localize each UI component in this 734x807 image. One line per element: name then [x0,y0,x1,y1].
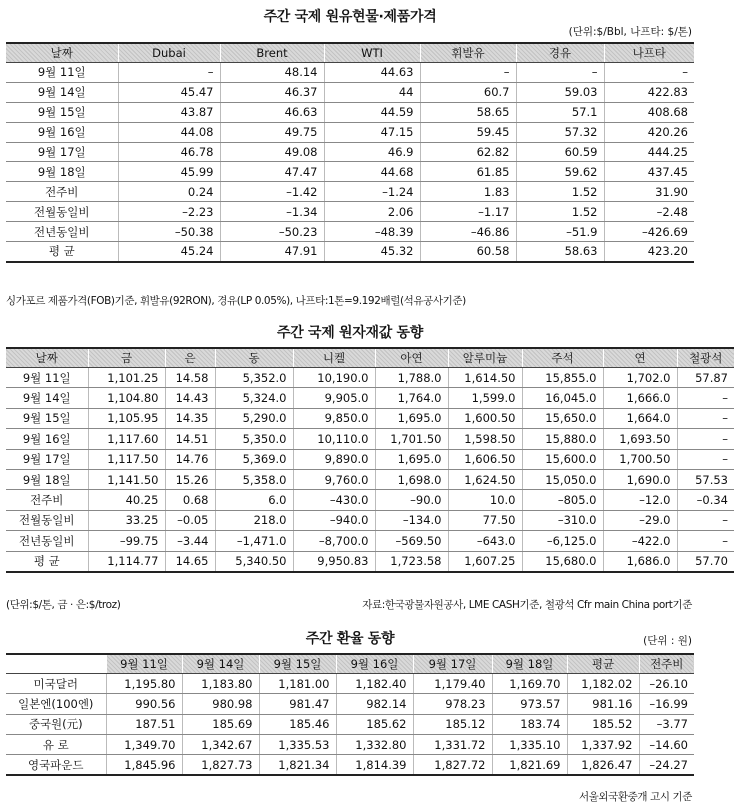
table-cell: 6.0 [215,490,293,510]
commodity-header-cell: 동 [215,348,293,368]
table-cell: 46.37 [220,82,324,102]
table-cell: –643.0 [448,531,522,551]
table-cell: –2.48 [604,202,694,222]
row-label: 유 로 [6,734,106,754]
table-row [6,82,694,102]
table-cell: 1,606.50 [448,449,522,469]
table-cell: 46.78 [118,142,220,162]
table-row [6,368,734,388]
table-row [6,429,734,449]
table-cell: 14.51 [165,429,215,449]
commodity-body [6,368,734,572]
table-cell: 14.58 [165,368,215,388]
row-label: 전년동일비 [6,222,118,242]
table-cell: 1,183.80 [182,674,259,694]
table-row [6,490,734,510]
table-cell: 1,624.50 [448,469,522,489]
row-label: 9월 11일 [6,63,118,83]
table-cell: 0.68 [165,490,215,510]
table-cell: 5,350.0 [215,429,293,449]
table-cell: 5,290.0 [215,408,293,428]
row-label: 미국달러 [6,674,106,694]
table-cell: 990.56 [106,694,182,714]
table-cell: 1,182.02 [567,674,639,694]
table-cell: 185.12 [413,714,492,734]
table-cell: 44.08 [118,122,220,142]
table-cell: 420.26 [604,122,694,142]
table-cell: –0.34 [677,490,734,510]
table-cell: 1,827.72 [413,755,492,776]
table-cell: 57.87 [677,368,734,388]
table-cell: 61.85 [420,162,516,182]
table-row [6,510,734,530]
table-cell: –8,700.0 [293,531,375,551]
table-cell: 1,700.50 [603,449,677,469]
table-cell: 62.82 [420,142,516,162]
table-cell: 1,335.53 [259,734,336,754]
table-cell: 185.52 [567,714,639,734]
table-cell: 15,650.0 [522,408,603,428]
table-cell: 44.68 [324,162,420,182]
exchange-title: 주간 환율 동향 [305,631,395,647]
table-cell: 973.57 [492,694,567,714]
exchange-header-cell: 9월 16일 [336,654,413,674]
table-cell: 0.24 [118,182,220,202]
table-cell: 1,599.0 [448,388,522,408]
exchange-note: 서울외국환중개 고시 기준 [578,791,692,803]
table-row [6,408,734,428]
crude-oil-note: 싱가포르 제품가격(FOB)기준, 휘발유(92RON), 경유(LP 0.05%), 나프타:1톤=9.192배럴(석유공사기준) [6,295,466,307]
commodity-header-cell: 연 [603,348,677,368]
table-cell: –940.0 [293,510,375,530]
table-row [6,63,694,83]
table-cell: 49.75 [220,122,324,142]
table-cell: 49.08 [220,142,324,162]
table-cell: 1,117.50 [88,449,165,469]
table-cell: 2.06 [324,202,420,222]
table-cell: – [677,531,734,551]
crude-oil-header-cell: 나프타 [604,43,694,63]
table-cell: 57.70 [677,551,734,572]
table-cell: 57.1 [516,102,604,122]
table-row [6,714,694,734]
table-cell: 9,950.83 [293,551,375,572]
row-label: 9월 15일 [6,408,88,428]
commodity-header-cell: 날짜 [6,348,88,368]
table-cell: 422.83 [604,82,694,102]
table-cell: 1,169.70 [492,674,567,694]
table-cell: 5,324.0 [215,388,293,408]
row-label: 중국원(元) [6,714,106,734]
table-cell: –1.42 [220,182,324,202]
crude-oil-unit: (단위:$/Bbl, 나프타: $/톤) [568,26,692,38]
table-cell: 444.25 [604,142,694,162]
table-cell: 44.59 [324,102,420,122]
table-cell: 1,182.40 [336,674,413,694]
table-cell: – [604,63,694,83]
table-cell: – [420,63,516,83]
table-cell: 1,664.0 [603,408,677,428]
table-cell: –310.0 [522,510,603,530]
table-cell: 1,814.39 [336,755,413,776]
table-cell: – [677,510,734,530]
table-cell: 978.23 [413,694,492,714]
row-label: 영국파운드 [6,755,106,776]
table-cell: –50.23 [220,222,324,242]
exchange-header-cell: 9월 14일 [182,654,259,674]
table-cell: 60.58 [420,242,516,262]
table-cell: 1,666.0 [603,388,677,408]
exchange-table [6,653,694,776]
table-cell: 77.50 [448,510,522,530]
table-cell: 31.90 [604,182,694,202]
table-cell: – [118,63,220,83]
table-cell: 1,695.0 [375,449,448,469]
table-cell: 1,614.50 [448,368,522,388]
table-cell: 45.24 [118,242,220,262]
table-cell: –1.34 [220,202,324,222]
table-cell: 9,890.0 [293,449,375,469]
commodity-source: 자료:한국광물자원공사, LME CASH기준, 철광석 Cfr main China port기준 [362,599,692,611]
table-cell: 1,105.95 [88,408,165,428]
row-label: 9월 16일 [6,429,88,449]
table-cell: 1,607.25 [448,551,522,572]
table-cell: 5,340.50 [215,551,293,572]
row-label: 9월 17일 [6,449,88,469]
table-cell: 59.03 [516,82,604,102]
table-cell: 15.26 [165,469,215,489]
table-cell: –14.60 [639,734,694,754]
table-row [6,142,694,162]
table-cell: 1,101.25 [88,368,165,388]
table-cell: 47.91 [220,242,324,262]
table-cell: 1,698.0 [375,469,448,489]
table-row [6,222,694,242]
table-cell: 5,358.0 [215,469,293,489]
table-cell: 45.99 [118,162,220,182]
table-cell: – [516,63,604,83]
table-cell: –134.0 [375,510,448,530]
table-cell: 185.69 [182,714,259,734]
table-cell: 1,764.0 [375,388,448,408]
table-cell: 10,190.0 [293,368,375,388]
table-cell: –0.05 [165,510,215,530]
table-cell: 1,821.69 [492,755,567,776]
table-cell: –12.0 [603,490,677,510]
row-label: 9월 14일 [6,388,88,408]
row-label: 전월동일비 [6,510,88,530]
row-label: 일본엔(100엔) [6,694,106,714]
exchange-unit: (단위 : 원) [643,635,692,647]
table-cell: 15,050.0 [522,469,603,489]
table-cell: –1.17 [420,202,516,222]
table-row [6,469,734,489]
table-row [6,551,734,572]
table-cell: 9,905.0 [293,388,375,408]
table-cell: –48.39 [324,222,420,242]
crude-oil-header-cell: WTI [324,43,420,63]
exchange-header-cell: 전주비 [639,654,694,674]
table-cell: 9,760.0 [293,469,375,489]
table-cell: 1,332.80 [336,734,413,754]
table-row [6,202,694,222]
row-label: 전주비 [6,182,118,202]
table-cell: 185.46 [259,714,336,734]
table-cell: 1,788.0 [375,368,448,388]
table-cell: 1,195.80 [106,674,182,694]
table-cell: 5,352.0 [215,368,293,388]
crude-oil-header-cell: 휘발유 [420,43,516,63]
crude-oil-header-cell: Dubai [118,43,220,63]
table-row [6,734,694,754]
table-cell: –430.0 [293,490,375,510]
table-cell: –3.44 [165,531,215,551]
row-label: 전주비 [6,490,88,510]
exchange-header-cell: 9월 11일 [106,654,182,674]
table-cell: 14.76 [165,449,215,469]
table-cell: 15,600.0 [522,449,603,469]
table-cell: 15,880.0 [522,429,603,449]
table-cell: 57.32 [516,122,604,142]
table-cell: 5,369.0 [215,449,293,469]
row-label: 9월 17일 [6,142,118,162]
exchange-header-cell: 평균 [567,654,639,674]
table-cell: 59.45 [420,122,516,142]
table-cell: 47.47 [220,162,324,182]
table-cell: 1,114.77 [88,551,165,572]
table-cell: –51.9 [516,222,604,242]
table-row [6,674,694,694]
row-label: 9월 18일 [6,162,118,182]
table-cell: – [677,429,734,449]
table-row [6,531,734,551]
table-cell: 1,349.70 [106,734,182,754]
exchange-body [6,674,694,776]
table-cell: 46.9 [324,142,420,162]
table-cell: –99.75 [88,531,165,551]
table-cell: 45.47 [118,82,220,102]
table-cell: 58.63 [516,242,604,262]
table-cell: 14.35 [165,408,215,428]
table-cell: 1,693.50 [603,429,677,449]
table-cell: 1,826.47 [567,755,639,776]
commodity-title: 주간 국제 원자재값 동향 [277,325,423,341]
table-cell: –16.99 [639,694,694,714]
table-cell: –422.0 [603,531,677,551]
commodity-header-cell: 금 [88,348,165,368]
table-cell: – [677,408,734,428]
table-cell: 1,331.72 [413,734,492,754]
table-cell: –805.0 [522,490,603,510]
exchange-header-row [6,654,694,674]
table-cell: 58.65 [420,102,516,122]
table-cell: –569.50 [375,531,448,551]
table-cell: 44.63 [324,63,420,83]
table-row [6,182,694,202]
crude-oil-table [6,42,694,263]
table-row [6,102,694,122]
table-cell: 187.51 [106,714,182,734]
table-cell: 33.25 [88,510,165,530]
table-cell: 1,337.92 [567,734,639,754]
table-cell: 43.87 [118,102,220,122]
table-cell: –6,125.0 [522,531,603,551]
table-cell: 15,855.0 [522,368,603,388]
row-label: 평 균 [33,554,60,569]
table-cell: 44 [324,82,420,102]
table-cell: 437.45 [604,162,694,182]
table-cell: –1.24 [324,182,420,202]
table-cell: 60.59 [516,142,604,162]
table-cell: 14.65 [165,551,215,572]
commodity-header-cell: 니켈 [293,348,375,368]
crude-oil-header-cell: 날짜 [6,43,118,63]
table-cell: 1,117.60 [88,429,165,449]
commodity-header-row [6,348,734,368]
table-cell: 47.15 [324,122,420,142]
table-cell: 1,335.10 [492,734,567,754]
table-cell: 980.98 [182,694,259,714]
table-cell: 14.43 [165,388,215,408]
commodity-header-cell: 은 [165,348,215,368]
table-cell: 1,690.0 [603,469,677,489]
table-cell: 48.14 [220,63,324,83]
table-cell: 423.20 [604,242,694,262]
row-label: 9월 18일 [6,469,88,489]
table-cell: –24.27 [639,755,694,776]
table-cell: –426.69 [604,222,694,242]
table-cell: 1,141.50 [88,469,165,489]
table-cell: 218.0 [215,510,293,530]
crude-oil-header-row [6,43,694,63]
table-row [6,755,694,776]
table-cell: – [677,449,734,469]
exchange-header-cell: 9월 17일 [413,654,492,674]
commodity-unit: (단위:$/톤, 금 · 은:$/troz) [6,599,121,611]
table-cell: 46.63 [220,102,324,122]
table-cell: 1.52 [516,202,604,222]
table-cell: 1,598.50 [448,429,522,449]
commodity-header-cell: 아연 [375,348,448,368]
row-label: 평 균 [48,244,75,259]
table-cell: 1,686.0 [603,551,677,572]
table-cell: 1,845.96 [106,755,182,776]
table-cell: –46.86 [420,222,516,242]
row-label: 9월 16일 [6,122,118,142]
table-row [6,449,734,469]
commodity-header-cell: 알루미늄 [448,348,522,368]
commodity-header-cell: 철광석 [677,348,734,368]
table-cell: 408.68 [604,102,694,122]
table-cell: –2.23 [118,202,220,222]
table-cell: 1,104.80 [88,388,165,408]
table-cell: 1,179.40 [413,674,492,694]
table-cell: 1,821.34 [259,755,336,776]
commodity-header-cell: 주석 [522,348,603,368]
table-cell: –1,471.0 [215,531,293,551]
exchange-header-cell [6,654,106,674]
table-row [6,388,734,408]
exchange-header-cell: 9월 18일 [492,654,567,674]
table-cell: 1,701.50 [375,429,448,449]
table-cell: 1,702.0 [603,368,677,388]
table-cell: 1,600.50 [448,408,522,428]
exchange-header-cell: 9월 15일 [259,654,336,674]
crude-oil-title: 주간 국제 원유현물·제품가격 [263,9,437,25]
table-cell: 10,110.0 [293,429,375,449]
row-label: 9월 14일 [6,82,118,102]
table-cell: –29.0 [603,510,677,530]
table-cell: 45.32 [324,242,420,262]
table-cell: 1,181.00 [259,674,336,694]
table-cell: 1.83 [420,182,516,202]
table-cell: 40.25 [88,490,165,510]
table-row [6,122,694,142]
table-cell: 9,850.0 [293,408,375,428]
table-cell: 1,723.58 [375,551,448,572]
row-label: 전년동일비 [6,531,88,551]
commodity-table [6,347,734,573]
table-cell: 1,827.73 [182,755,259,776]
crude-oil-body [6,63,694,262]
table-cell: 981.16 [567,694,639,714]
table-cell: –50.38 [118,222,220,242]
table-row [6,162,694,182]
row-label: 9월 11일 [6,368,88,388]
table-cell: –90.0 [375,490,448,510]
table-cell: 57.53 [677,469,734,489]
table-row [6,694,694,714]
table-row [6,242,694,262]
table-cell: 982.14 [336,694,413,714]
row-label: 전월동일비 [6,202,118,222]
table-cell: 185.62 [336,714,413,734]
table-cell: 59.62 [516,162,604,182]
table-cell: –3.77 [639,714,694,734]
table-cell: 1.52 [516,182,604,202]
table-cell: – [677,388,734,408]
table-cell: 1,695.0 [375,408,448,428]
table-cell: –26.10 [639,674,694,694]
table-cell: 10.0 [448,490,522,510]
table-cell: 1,342.67 [182,734,259,754]
crude-oil-header-cell: 경유 [516,43,604,63]
table-cell: 183.74 [492,714,567,734]
table-cell: 16,045.0 [522,388,603,408]
table-cell: 60.7 [420,82,516,102]
table-cell: 15,680.0 [522,551,603,572]
table-cell: 981.47 [259,694,336,714]
crude-oil-header-cell: Brent [220,43,324,63]
row-label: 9월 15일 [6,102,118,122]
